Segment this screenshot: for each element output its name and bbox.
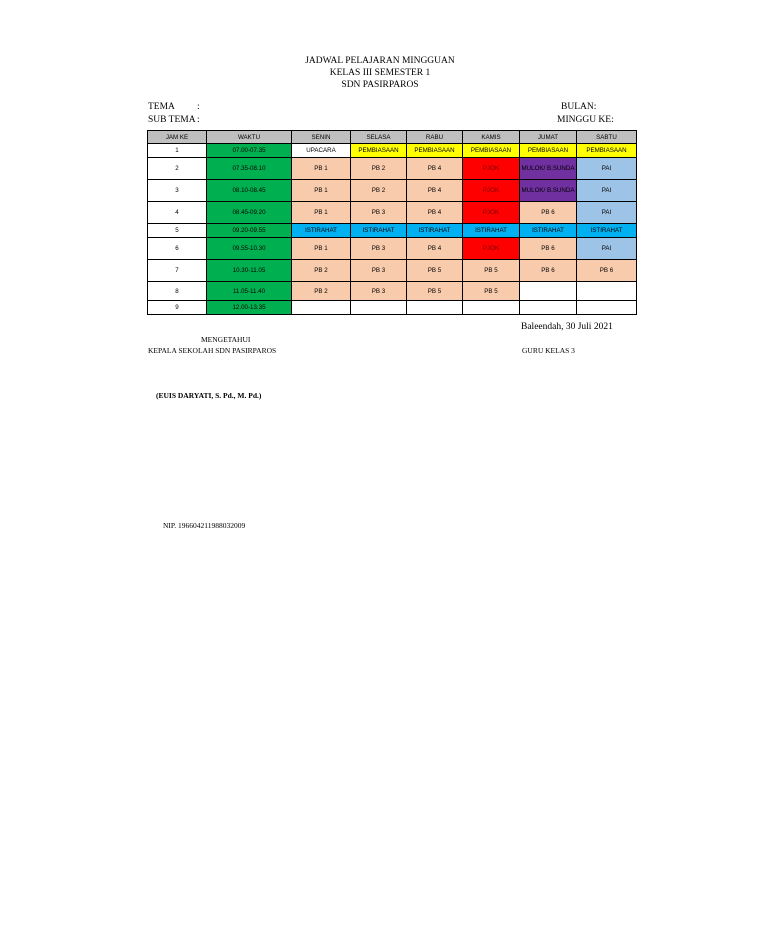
subject-cell: PB 6 xyxy=(577,260,637,282)
column-header: KAMIS xyxy=(463,131,520,144)
subject-cell: PB 5 xyxy=(463,282,520,301)
jam-ke-cell: 2 xyxy=(148,158,207,180)
subject-cell: ISTIRAHAT xyxy=(351,224,407,238)
subject-cell: ISTIRAHAT xyxy=(407,224,463,238)
subject-cell: ISTIRAHAT xyxy=(292,224,351,238)
subject-cell: PB 1 xyxy=(292,238,351,260)
column-header: SABTU xyxy=(577,131,637,144)
table-row xyxy=(148,158,637,180)
subject-cell: PJOK xyxy=(463,202,520,224)
waktu-cell: 07.35-08.10 xyxy=(207,158,292,180)
subject-cell: PB 1 xyxy=(292,202,351,224)
subject-cell: PEMBIASAAN xyxy=(463,144,520,158)
waktu-cell: 09.20-09.55 xyxy=(207,224,292,238)
table-row xyxy=(148,180,637,202)
jam-ke-cell: 8 xyxy=(148,282,207,301)
subject-cell xyxy=(407,301,463,315)
table-row xyxy=(148,282,637,301)
subject-cell: PAI xyxy=(577,158,637,180)
subject-cell: PJOK xyxy=(463,180,520,202)
schedule-body xyxy=(148,144,637,315)
subject-cell: PEMBIASAAN xyxy=(407,144,463,158)
table-row xyxy=(148,260,637,282)
title-line-1: JADWAL PELAJARAN MINGGUAN xyxy=(305,56,455,66)
subject-cell: PB 6 xyxy=(520,202,577,224)
subject-cell: PB 2 xyxy=(351,158,407,180)
subject-cell: PB 4 xyxy=(407,238,463,260)
column-header: RABU xyxy=(407,131,463,144)
subject-cell: PB 1 xyxy=(292,158,351,180)
subject-cell: PB 5 xyxy=(407,260,463,282)
subject-cell: PB 1 xyxy=(292,180,351,202)
table-row xyxy=(148,301,637,315)
subject-cell xyxy=(351,301,407,315)
subject-cell: PB 2 xyxy=(351,180,407,202)
subject-cell: PEMBIASAAN xyxy=(520,144,577,158)
jam-ke-cell: 9 xyxy=(148,301,207,315)
tema-label: TEMA xyxy=(148,102,175,112)
subject-cell: ISTIRAHAT xyxy=(577,224,637,238)
subject-cell: PAI xyxy=(577,202,637,224)
waktu-cell: 12.00-13.35 xyxy=(207,301,292,315)
subject-cell xyxy=(520,282,577,301)
subject-cell: UPACARA xyxy=(292,144,351,158)
jam-ke-cell: 3 xyxy=(148,180,207,202)
signatory-name: (EUIS DARYATI, S. Pd., M. Pd.) xyxy=(156,391,262,400)
subject-cell xyxy=(463,301,520,315)
subject-cell xyxy=(577,301,637,315)
table-row xyxy=(148,238,637,260)
subject-cell xyxy=(520,301,577,315)
subject-cell: PB 3 xyxy=(351,202,407,224)
subject-cell: MULOK/ B.SUNDA xyxy=(520,158,577,180)
kepala-sekolah-label: KEPALA SEKOLAH SDN PASIRPAROS xyxy=(148,346,277,355)
subject-cell: PB 3 xyxy=(351,282,407,301)
signatory-nip: NIP. 196604211988032009 xyxy=(163,521,246,530)
column-header: WAKTU xyxy=(207,131,292,144)
waktu-cell: 08.10-08.45 xyxy=(207,180,292,202)
subject-cell: ISTIRAHAT xyxy=(463,224,520,238)
subject-cell: PAI xyxy=(577,238,637,260)
subject-cell: PB 6 xyxy=(520,238,577,260)
subject-cell: PJOK xyxy=(463,158,520,180)
schedule-header-row xyxy=(148,131,637,144)
minggu-label: MINGGU KE: xyxy=(557,115,614,125)
subject-cell: ISTIRAHAT xyxy=(520,224,577,238)
subject-cell: PEMBIASAAN xyxy=(577,144,637,158)
subject-cell: PB 4 xyxy=(407,180,463,202)
waktu-cell: 10.30-11.05 xyxy=(207,260,292,282)
subject-cell: MULOK/ B.SUNDA xyxy=(520,180,577,202)
column-header: SELASA xyxy=(351,131,407,144)
waktu-cell: 09.55-10.30 xyxy=(207,238,292,260)
jam-ke-cell: 5 xyxy=(148,224,207,238)
title-line-3: SDN PASIRPAROS xyxy=(341,80,419,90)
subject-cell: PAI xyxy=(577,180,637,202)
subject-cell: PB 2 xyxy=(292,260,351,282)
subject-cell: PEMBIASAAN xyxy=(351,144,407,158)
column-header: JUMAT xyxy=(520,131,577,144)
subject-cell: PB 5 xyxy=(407,282,463,301)
subject-cell: PB 4 xyxy=(407,202,463,224)
subtema-colon: : xyxy=(197,115,200,125)
guru-kelas-label: GURU KELAS 3 xyxy=(522,346,575,355)
tema-colon: : xyxy=(197,102,200,112)
waktu-cell: 07.00-07.35 xyxy=(207,144,292,158)
jam-ke-cell: 1 xyxy=(148,144,207,158)
subject-cell: PB 5 xyxy=(463,260,520,282)
subject-cell xyxy=(292,301,351,315)
subtema-label: SUB TEMA xyxy=(148,115,196,125)
column-header: JAM KE xyxy=(148,131,207,144)
place-date: Baleendah, 30 Juli 2021 xyxy=(521,322,613,332)
schedule-table xyxy=(147,130,637,315)
subject-cell: PB 3 xyxy=(351,260,407,282)
subject-cell: PB 6 xyxy=(520,260,577,282)
title-line-2: KELAS III SEMESTER 1 xyxy=(329,68,431,78)
subject-cell xyxy=(577,282,637,301)
waktu-cell: 11.05-11.40 xyxy=(207,282,292,301)
subject-cell: PJOK xyxy=(463,238,520,260)
waktu-cell: 08.45-09.20 xyxy=(207,202,292,224)
column-header: SENIN xyxy=(292,131,351,144)
jam-ke-cell: 4 xyxy=(148,202,207,224)
jam-ke-cell: 6 xyxy=(148,238,207,260)
subject-cell: PB 2 xyxy=(292,282,351,301)
table-row xyxy=(148,202,637,224)
table-row xyxy=(148,224,637,238)
subject-cell: PB 4 xyxy=(407,158,463,180)
jam-ke-cell: 7 xyxy=(148,260,207,282)
mengetahui-label: MENGETAHUI xyxy=(201,335,251,344)
table-row xyxy=(148,144,637,158)
subject-cell: PB 3 xyxy=(351,238,407,260)
bulan-label: BULAN: xyxy=(561,102,597,112)
